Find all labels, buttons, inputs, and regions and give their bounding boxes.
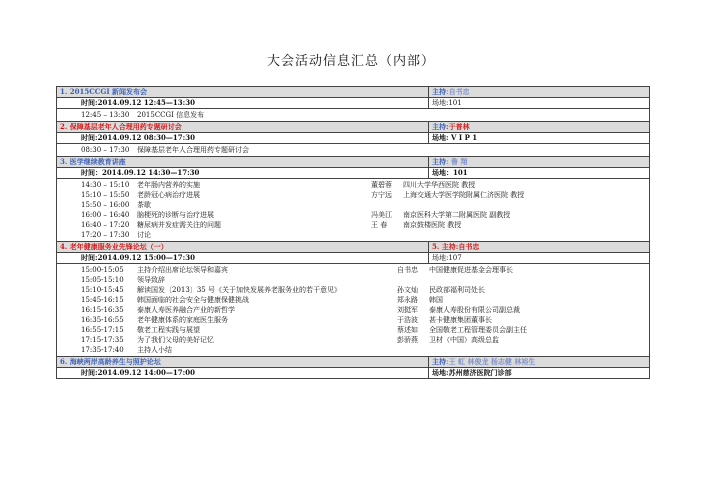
list-item: 08:30 – 17:30 保障基层老年人合理用药专题研讨会 — [81, 146, 249, 154]
list-item: 12:45 – 13:30 2015CCGI 信息发布 — [81, 111, 205, 119]
page-title: 大会活动信息汇总（内部） — [266, 54, 435, 69]
session-4-host: :自书忠 — [455, 242, 480, 251]
session-1-time: 时间:2014.09.12 12:45—13:30 — [57, 98, 429, 108]
session-2-host-label: 主持 — [432, 122, 446, 131]
session-3-time: 时间：2014.09.12 14:30—17:30 — [57, 168, 429, 178]
session-1-time-row — [57, 98, 649, 109]
session-4-heading: 4. 老年健康服务业先锋论坛（一） — [57, 242, 429, 252]
session-2-heading-row — [57, 122, 649, 133]
list-item: 17:35-17:40 主持人小结 — [81, 346, 172, 354]
list-item: 16:55-17:15 敬老工程实践与展望 蔡述如 全国敬老工程管理委员会副主任 — [81, 326, 527, 334]
list-item: 15:10 – 15:50 老龄冠心病治疗进展 方宁远 上海交通大学医学院附属仁济医院 教授 — [81, 191, 525, 199]
list-item: 14:30 – 15:10 老年肠内营养的实施 董碧蓉 四川大学华西医院 教授 — [81, 181, 476, 189]
session-6-heading: 6. 海峡两岸高龄养生与照护论坛 — [57, 357, 429, 367]
session-3-detail-row — [57, 179, 649, 242]
session-4-time-row — [57, 253, 649, 264]
session-2-host: :于普林 — [446, 122, 470, 131]
session-6-time: 时间:2014.09.12 14:00—17:00 — [57, 368, 429, 378]
session-4-venue: 场地:107 — [432, 254, 462, 262]
list-item: 16:35-16:55 老年健康体系的家庭医生服务 于浩波 甚卡健康集团董事长 — [81, 316, 492, 324]
list-item: 17:20 – 17:30 讨论 — [81, 231, 151, 239]
session-2-items — [57, 144, 252, 156]
session-1-venue: 场地:101 — [432, 99, 462, 107]
session-4-heading-row — [57, 242, 649, 253]
list-item: 15:50 – 16:00 茶歇 — [81, 201, 151, 209]
session-3-time-row — [57, 168, 649, 179]
session-1-detail-row — [57, 109, 649, 122]
session-4-items — [57, 264, 530, 356]
session-2-time-row — [57, 133, 649, 144]
session-1-items — [57, 109, 207, 121]
session-3-host-label: 主持 — [432, 157, 446, 166]
session-1-heading: 1. 2015CCGI 新闻发布会 — [57, 87, 429, 97]
list-item: 17:15-17:35 为了我们父母的美好记忆 彭骄燕 卫材（中国）高级总监 — [81, 336, 499, 344]
session-2-venue: 场地: V I P 1 — [432, 133, 478, 142]
session-6-host: :王 虹 林俊龙 杨志健 林裕生 — [446, 357, 536, 366]
session-1-host: :自书忠 — [446, 87, 470, 96]
session-6-host-label: 主持 — [432, 357, 446, 366]
event-table — [56, 86, 650, 379]
list-item: 16:00 – 16:40 脑梗死的诊断与治疗进展 冯美江 南京医科大学第二附属医院 副教授 — [81, 211, 511, 219]
session-1-heading-row — [57, 87, 649, 98]
list-item: 16:40 – 17:20 糖尿病并发症需关注的问题 王 春 南京鼓楼医院 教授 — [81, 221, 462, 229]
session-3-venue: 场地：101 — [432, 168, 468, 177]
session-6-time-row — [57, 368, 649, 378]
session-2-time: 时间:2014.09.12 08:30—17:30 — [57, 133, 429, 143]
session-6-heading-row — [57, 357, 649, 368]
list-item: 15:10-15:45 解读国发〔2013〕35 号《关于加快发展养老服务业的若干意见》 孙文灿 民政部福利司处长 — [81, 286, 485, 294]
session-4-detail-row — [57, 264, 649, 357]
session-2-heading: 2. 保障基层老年人合理用药专题研讨会 — [57, 122, 429, 132]
list-item: 15:05-15:10 领导致辞 — [81, 276, 165, 284]
session-2-detail-row — [57, 144, 649, 157]
session-3-heading-row — [57, 157, 649, 168]
session-3-host: : 鲁 翔 — [446, 157, 468, 166]
list-item: 16:15-16:35 泰康人寿医养融合产业的新哲学 刘挺军 泰康人寿股份有限公司副总裁 — [81, 306, 520, 314]
session-3-items — [57, 179, 527, 241]
list-item: 15:00-15:05 主持介绍出席论坛领导和嘉宾 自书忠 中国健康促进基金会理事长 — [81, 266, 513, 274]
session-6-venue: 场地:苏州慈济医院门诊部 — [432, 368, 512, 377]
session-4-host-label: 5. 主持 — [432, 242, 456, 251]
session-3-heading: 3. 医学继续教育讲座 — [57, 157, 429, 167]
session-4-time: 时间:2014.09.12 15:00—17:30 — [57, 253, 429, 263]
session-1-host-label: 主持 — [432, 87, 446, 96]
list-item: 15:45-16:15 韩国面临的社会安全与健康保健挑战 郑永路 韩国 — [81, 296, 443, 304]
